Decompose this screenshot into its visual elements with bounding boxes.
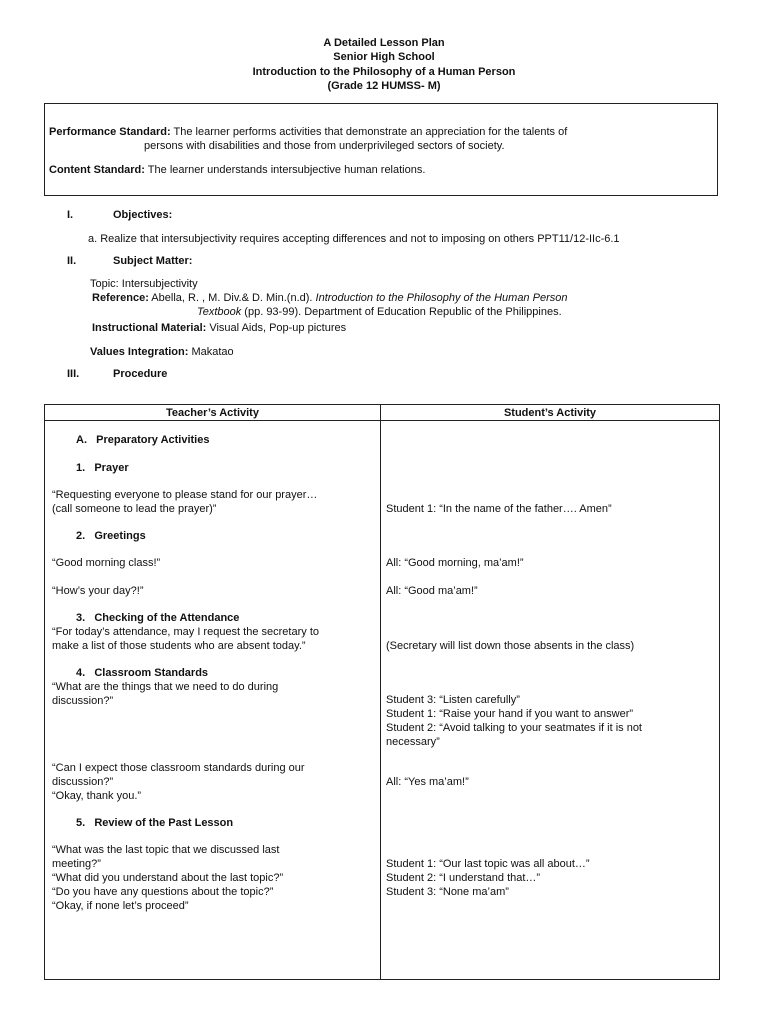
instructional-material-label: Instructional Material: (92, 322, 207, 334)
subject-matter-heading: Subject Matter: (113, 255, 193, 267)
objectives-numeral: I. (67, 209, 74, 221)
teacher-review-line2: meeting?” (52, 858, 101, 870)
student-attendance-response: (Secretary will list down those absents in the class) (386, 640, 635, 652)
classroom-standards-heading: 4. Classroom Standards (76, 667, 209, 679)
reference-line (92, 292, 567, 304)
student-standards-response5: All: “Yes ma’am!” (386, 776, 469, 788)
greetings-heading: 2. Greetings (76, 530, 146, 542)
values-integration-label: Values Integration: (90, 346, 189, 358)
student-review-response1: Student 1: “Our last topic was all about…” (386, 858, 590, 870)
teacher-prayer-line1: “Requesting everyone to please stand for our prayer… (52, 489, 318, 501)
teacher-standards-line5: “Okay, thank you.” (52, 790, 142, 802)
content-standard (49, 164, 425, 176)
reference-label: Reference: (92, 292, 149, 304)
teacher-standards-line4: discussion?” (52, 776, 114, 788)
school-level: Senior High School (333, 51, 435, 63)
student-review-response3: Student 3: “None ma’am” (386, 886, 509, 898)
subject-title: Introduction to the Philosophy of a Human Person (252, 66, 516, 78)
values-integration (90, 346, 234, 358)
prayer-heading: 1. Prayer (76, 462, 129, 474)
performance-standard (49, 126, 567, 138)
performance-standard-text: The learner performs activities that demonstrate an appreciation for the talents of (170, 126, 568, 138)
reference-title-cont: Textbook (197, 306, 242, 318)
teacher-review-line5: “Okay, if none let’s proceed” (52, 900, 189, 912)
review-heading: 5. Review of the Past Lesson (76, 817, 234, 829)
objectives-heading: Objectives: (113, 209, 173, 221)
preparatory-activities-heading: A. Preparatory Activities (76, 434, 210, 446)
student-greeting-response2: All: “Good ma’am!” (386, 585, 478, 597)
content-standard-text: The learner understands intersubjective human relations. (144, 164, 426, 176)
student-prayer-response: Student 1: “In the name of the father…. Amen” (386, 503, 612, 515)
reference-line-cont (197, 306, 562, 318)
teacher-attendance-line1: “For today’s attendance, may I request the secretary to (52, 626, 319, 638)
teacher-attendance-line2: make a list of those students who are absent today.” (52, 640, 306, 652)
performance-standard-cont: persons with disabilities and those from underprivileged sectors of society. (144, 140, 505, 152)
student-standards-response3: Student 2: “Avoid talking to your seatmates if it is not (386, 722, 642, 734)
student-standards-response4: necessary” (386, 736, 440, 748)
objective-item-a: a. Realize that intersubjectivity requires accepting differences and not to imposing on others PPT11/12-IIc-6.1 (88, 233, 620, 245)
student-review-response2: Student 2: “I understand that…” (386, 872, 541, 884)
teacher-greeting-line2: “How’s your day?!” (52, 585, 144, 597)
teacher-review-line1: “What was the last topic that we discussed last (52, 844, 280, 856)
reference-publisher: (pp. 93-99). Department of Education Republic of the Philippines. (241, 306, 562, 318)
student-greeting-response1: All: “Good morning, ma’am!” (386, 557, 524, 569)
teacher-standards-line1: “What are the things that we need to do during (52, 681, 279, 693)
reference-title: Introduction to the Philosophy of the Human Person (315, 292, 568, 304)
column-divider (380, 405, 381, 979)
instructional-material-text: Visual Aids, Pop-up pictures (206, 322, 347, 334)
topic-line: Topic: Intersubjectivity (90, 278, 198, 290)
attendance-heading: 3. Checking of the Attendance (76, 612, 240, 624)
instructional-material (92, 322, 346, 334)
reference-authors: Abella, R. , M. Div.& D. Min.(n.d). (148, 292, 316, 304)
teacher-review-line4: “Do you have any questions about the topic?” (52, 886, 274, 898)
procedure-numeral: III. (67, 368, 80, 380)
teacher-standards-line2: discussion?” (52, 695, 114, 707)
performance-standard-label: Performance Standard: (49, 126, 171, 138)
teacher-greeting-line1: “Good morning class!” (52, 557, 161, 569)
teacher-standards-line3: “Can I expect those classroom standards during our (52, 762, 305, 774)
values-integration-text: Makatao (188, 346, 234, 358)
header-divider (45, 420, 719, 421)
procedure-heading: Procedure (113, 368, 168, 380)
teacher-column-header: Teacher’s Activity (166, 407, 259, 419)
procedure-table (44, 404, 720, 980)
standards-box (44, 103, 718, 196)
doc-title: A Detailed Lesson Plan (323, 37, 445, 49)
subject-matter-numeral: II. (67, 255, 77, 267)
student-standards-response2: Student 1: “Raise your hand if you want to answer” (386, 708, 634, 720)
teacher-review-line3: “What did you understand about the last topic?” (52, 872, 284, 884)
student-column-header: Student’s Activity (503, 407, 597, 419)
content-standard-label: Content Standard: (49, 164, 145, 176)
teacher-prayer-line2: (call someone to lead the prayer)” (52, 503, 217, 515)
grade-section: (Grade 12 HUMSS- M) (327, 80, 441, 92)
student-standards-response1: Student 3: “Listen carefully” (386, 694, 520, 706)
